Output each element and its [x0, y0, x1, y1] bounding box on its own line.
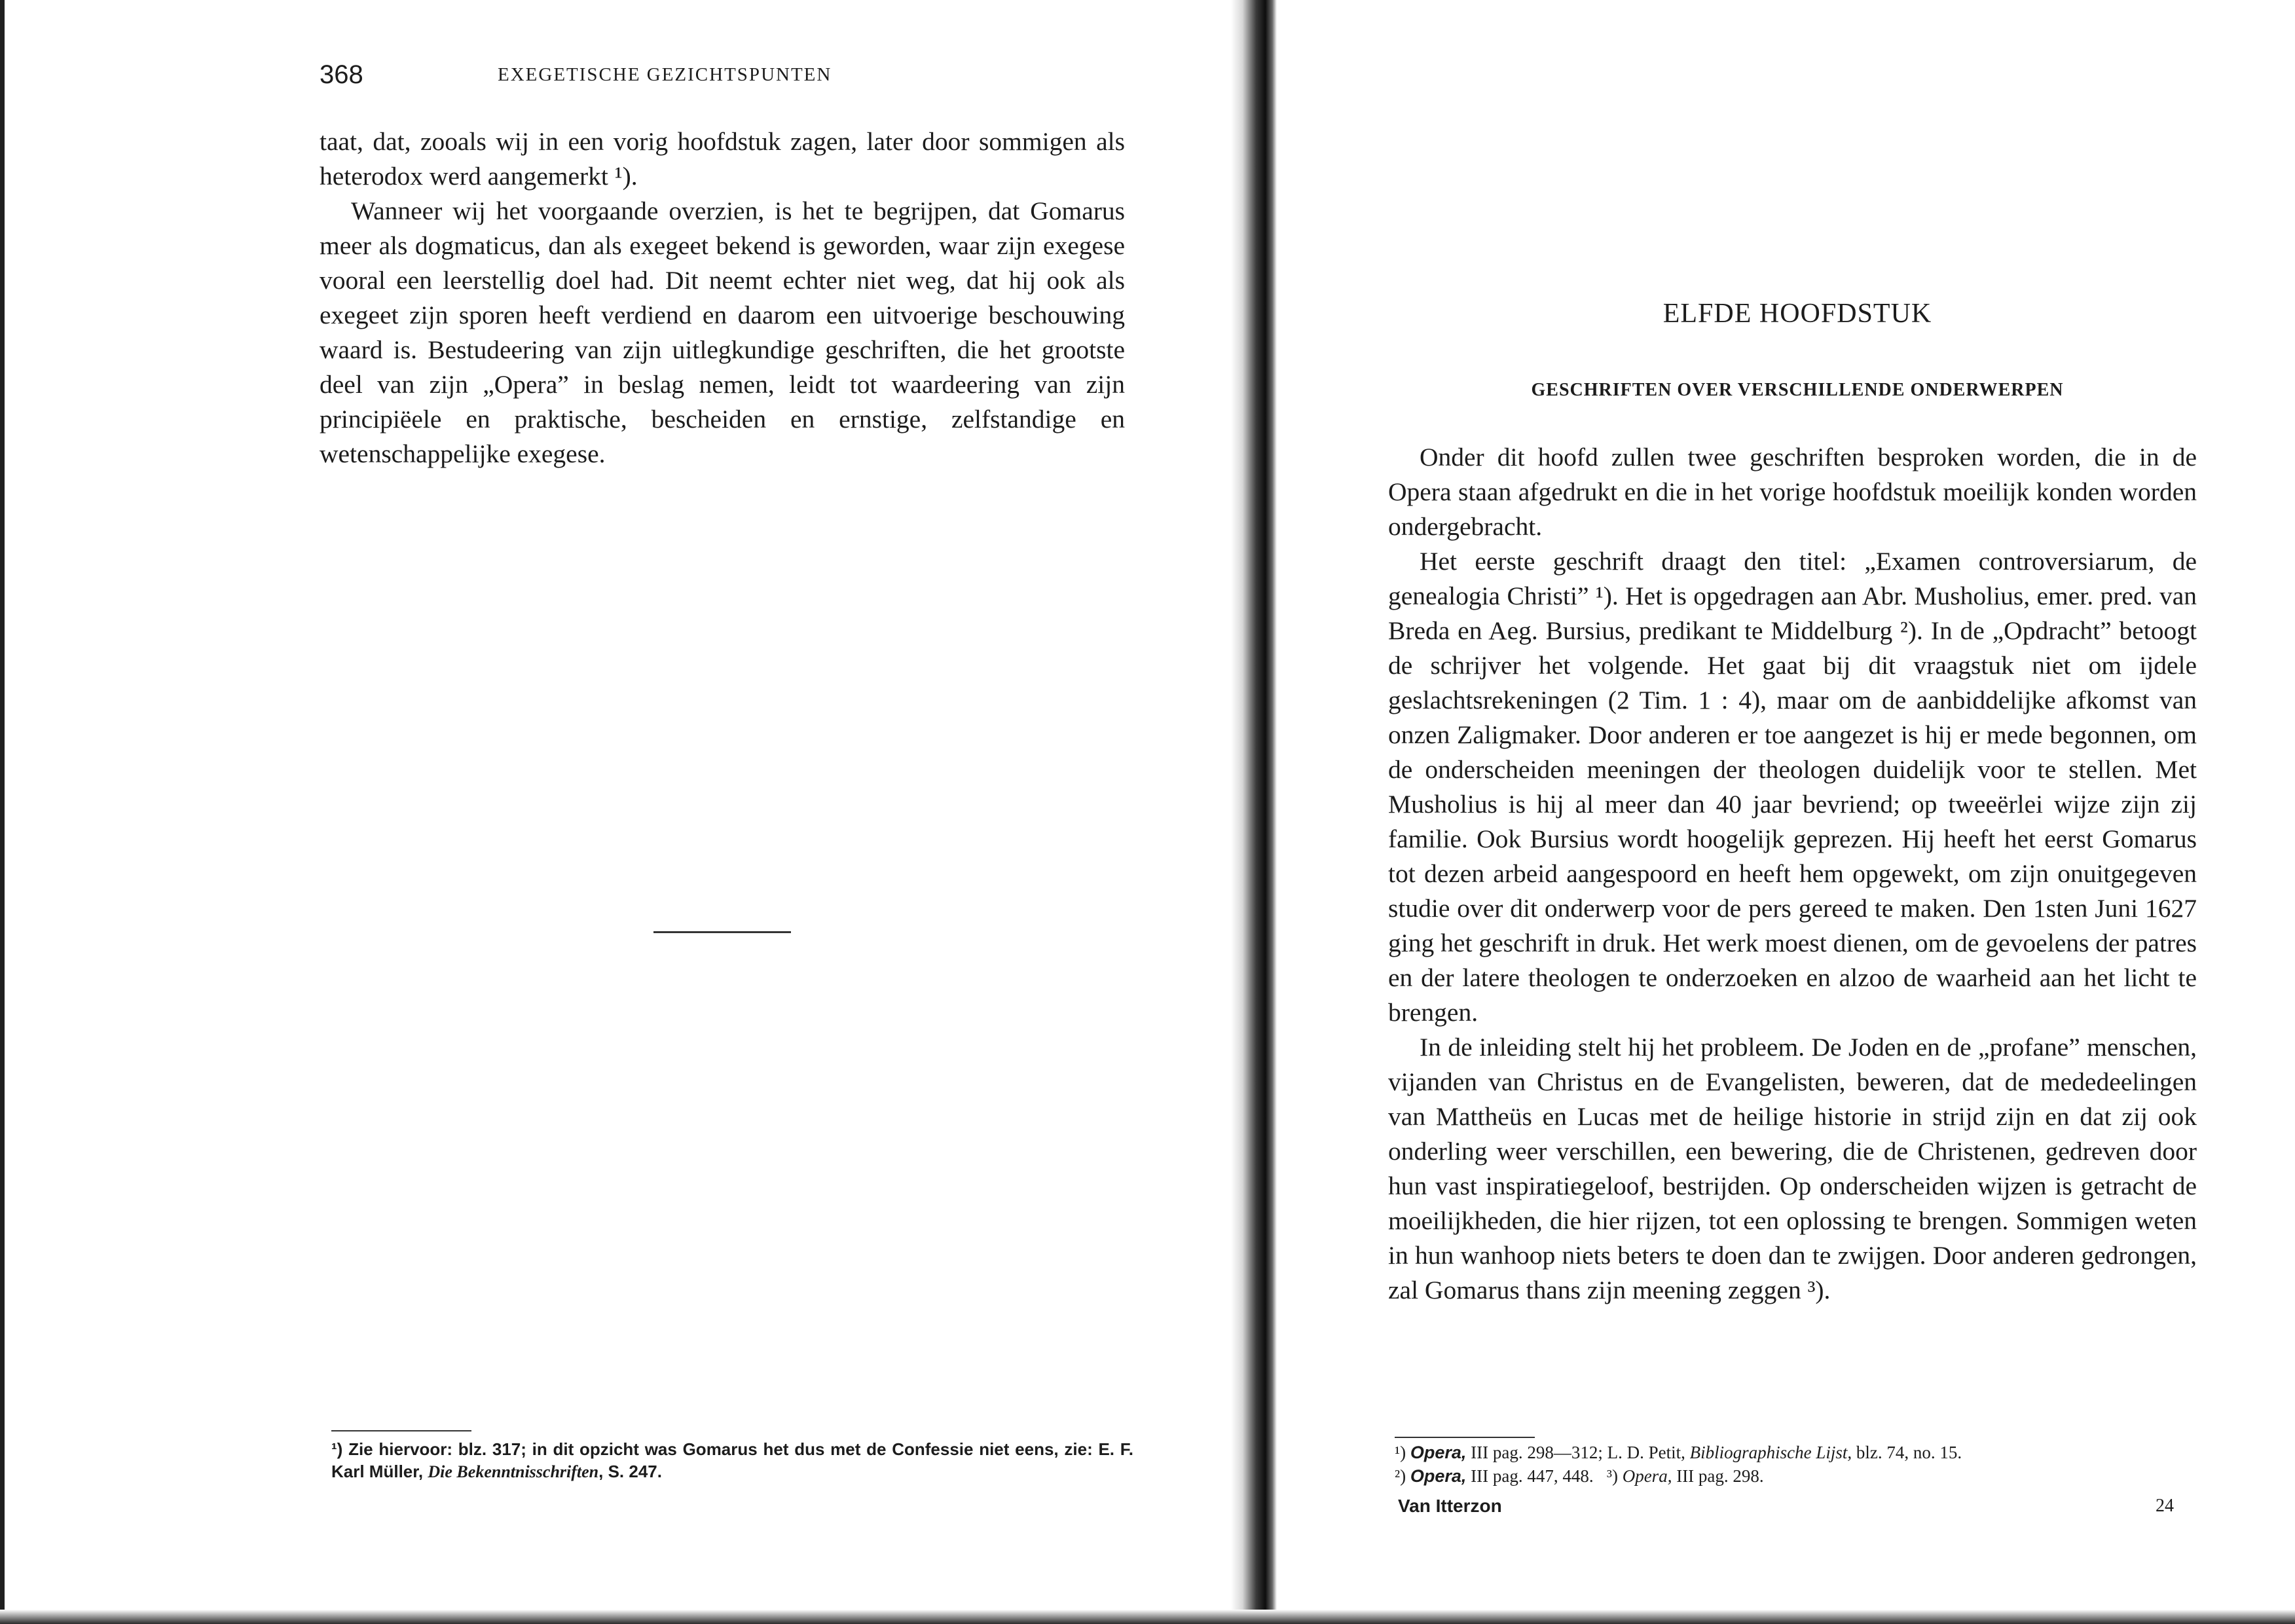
- printer-signature: Van Itterzon: [1398, 1496, 1502, 1516]
- footnote: [331, 1438, 1133, 1483]
- left-footnotes: [331, 1438, 1133, 1483]
- footnote-text: III pag. 298—312; L. D. Petit,: [1471, 1443, 1685, 1462]
- footnote-marker: ¹): [1395, 1443, 1406, 1462]
- chapter-subtitle: GESCHRIFTEN OVER VERSCHILLENDE ONDERWERPEN: [1531, 380, 2064, 400]
- footnote-tail: blz. 74, no. 15.: [1856, 1443, 1962, 1462]
- right-body-text: [1388, 440, 2197, 1308]
- footnote-text: III pag. 298.: [1676, 1466, 1764, 1486]
- footnote-marker: ¹): [331, 1439, 343, 1459]
- scan-bottom-edge: [0, 1610, 2295, 1624]
- footnote-label: Opera,: [1410, 1443, 1467, 1462]
- footnote-title: Bibliographische Lijst,: [1689, 1443, 1852, 1462]
- chapter-title: ELFDE HOOFDSTUK: [1662, 299, 1932, 329]
- paragraph: Het eerste geschrift draagt den titel: „Examen controversiarum, de genealogia Christi” ¹). Het is opgedragen aan Abr. Musholius, emer. pred. van Breda en Aeg. Bursius, predikant te Middelburg ²). In de „Opdracht” betoogt de schrijver het volgende. Het gaat bij dit vraagstuk niet om ijdele geslachtsrekeningen (2 Tim. 1 : 4), maar om de aanbiddelijke afkomst van onzen Zaligmaker. Door anderen er toe aangezet is hij er mede begonnen, om de onderscheiden meeningen der theologen duidelijk voor te stellen. Met Musholius is hij al meer dan 40 jaar bevriend; op tweeërlei wijze zijn zij familie. Ook Bursius wordt hoogelijk geprezen. Hij heeft het eerst Gomarus tot dezen arbeid aangespoord en heeft hem opgewekt, om zijn onuitgegeven studie over dit onderwerp voor de pers gereed te maken. Den 1sten Juni 1627 ging het geschrift in druk. Het werk moest dienen, om de gevoelens der patres en der latere theologen te onderzoeken en alzoo de waarheid aan het licht te brengen.: [1388, 547, 2197, 1027]
- footnote-text: Zie hiervoor: blz. 317; in dit opzicht was Gomarus het dus met de Confessie niet eens, zie: E. F. Karl Müller,: [331, 1439, 1133, 1481]
- left-body-text: [320, 124, 1125, 471]
- footnote-text: III pag. 447, 448.: [1471, 1466, 1594, 1486]
- footnote-title: Die Bekenntnisschriften: [428, 1462, 599, 1481]
- paragraph: Onder dit hoofd zullen twee geschriften besproken worden, die in de Opera staan afgedrukt en die in het vorige hoofdstuk moeilijk konden worden ondergebracht.: [1388, 443, 2197, 541]
- paragraph: Wanneer wij het voorgaande overzien, is het te begrijpen, dat Gomarus meer als dogmaticus, dan als exegeet bekend is geworden, waar zijn exegese vooral een leerstellig doel had. Dit neemt echter niet weg, dat hij ook als exegeet zijn sporen heeft verdiend en daarom een uitvoerige beschouwing waard is. Bestudeering van zijn uitlegkundige geschriften, die het grootste deel van zijn „Opera” in beslag nemen, leidt tot waardeering van zijn principiëele en praktische, bescheiden en ernstige, zelfstandige en wetenschappelijke exegese.: [320, 196, 1125, 468]
- footnote-label: Opera,: [1410, 1466, 1467, 1486]
- page-number: 368: [320, 60, 363, 89]
- paragraph: In de inleiding stelt hij het probleem. De Joden en de „profane” menschen, vijanden van Christus en de Evangelisten, beweren, dat de mededeelingen van Mattheüs en Lucas met de heilige historie in strijd zijn en dat zij ook onderling weer verschillen, een bewering, die de Christenen, gedreven door hun vast inspiratiegeloof, bestrijden. Op onderscheiden wijzen is getracht de moeilijkheden, die hier rijzen, tot een oplossing te brengen. Sommigen weten in hun wanhoop niets beters te doen dan te zwijgen. Door anderen gedrongen, zal Gomarus thans zijn meening zeggen ³).: [1388, 1033, 2197, 1304]
- footnote-marker: ²): [1395, 1466, 1406, 1486]
- footnote-marker: ³): [1606, 1466, 1618, 1486]
- footnote-label: Opera,: [1622, 1466, 1672, 1486]
- book-gutter: [1231, 0, 1277, 1624]
- footnote-tail: , S. 247.: [598, 1462, 662, 1481]
- paragraph: taat, dat, zooals wij in een vorig hoofdstuk zagen, later door sommigen als heterodox werd aangemerkt ¹).: [320, 127, 1125, 191]
- signature-line: [1398, 1496, 2174, 1522]
- running-head: [320, 60, 1125, 93]
- running-header-title: EXEGETISCHE GEZICHTSPUNTEN: [498, 64, 832, 85]
- footnote-rule: [331, 1430, 471, 1431]
- section-end-rule: [653, 931, 791, 933]
- footnote: [1395, 1441, 2197, 1464]
- right-footnotes: [1395, 1441, 2197, 1488]
- scan-left-edge: [0, 0, 5, 1624]
- footnote-rule: [1395, 1437, 1535, 1438]
- footnote: [1395, 1464, 2197, 1488]
- sheet-number: 24: [2156, 1496, 2174, 1516]
